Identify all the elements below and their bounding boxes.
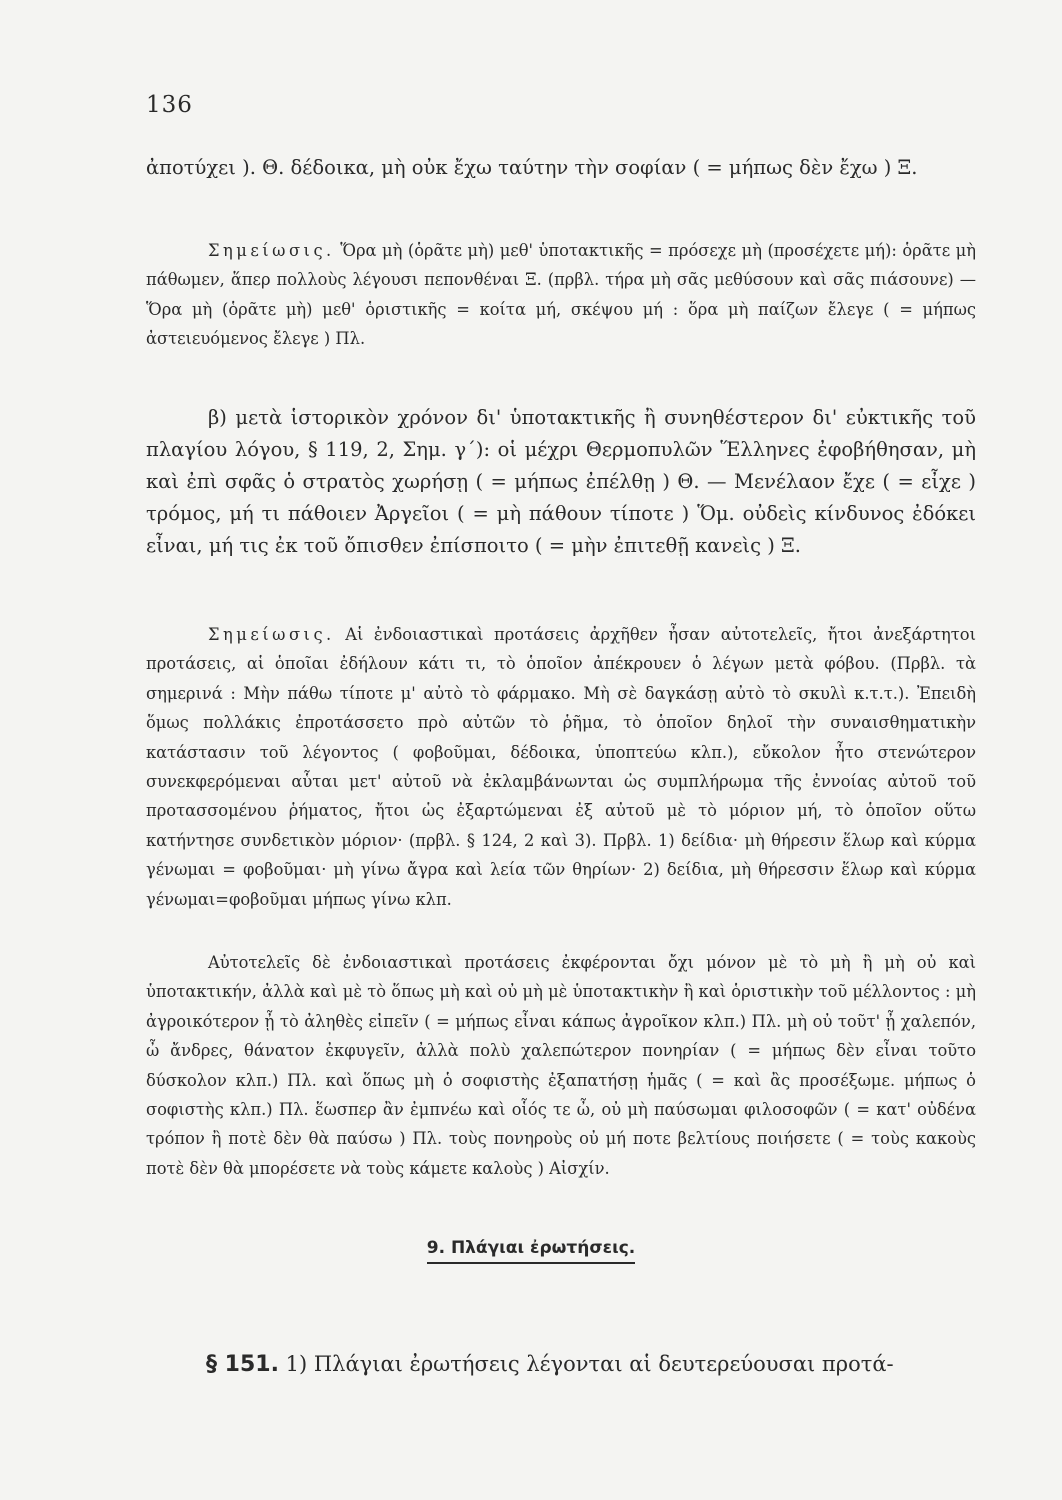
paragraph-b xyxy=(146,402,976,562)
section-heading-text: 9. Πλάγιαι ἐρωτήσεις. xyxy=(427,1238,636,1264)
note-1 xyxy=(146,236,976,354)
note-2-text: Αἱ ἐνδοιαστικαὶ προτάσεις ἀρχῆθεν ἦσαν αὐτοτελεῖς, ἤτοι ἀνεξάρτητοι προτάσεις, αἱ ὁποῖαι ἐδήλουν κάτι τι, τὸ ὁποῖον ἀπέκρουεν ὁ λέγων μετὰ φόβου. (Πρβλ. τὰ σημερινά : Μὴν πάθω τίποτε μ' αὐτὸ τὸ φάρμακο. Μὴ σὲ δαγκάσῃ αὐτὸ τὸ σκυλὶ κ.τ.τ.). Ἐπειδὴ ὅμως πολλάκις ἐπροτάσσετο πρὸ αὐτῶν τὸ ῥῆμα, τὸ ὁποῖον δηλοῖ τὴν συναισθηματικὴν κατάστασιν τοῦ λέγοντος ( φοβοῦμαι, δέδοικα, ὑποπτεύω κλπ.), εὔκολον ἦτο στενώτερον συνεκφερόμεναι αὗται μετ' αὐτοῦ νὰ ἐκλαμβάνωνται ὡς συμπλήρωμα τῆς ἐννοίας αὐτοῦ τοῦ προτασσομένου ῥήματος, ἤτοι ὡς ἐξαρτώμεναι ἐξ αὐτοῦ μὲ τὸ μόριον μή, τὸ ὁποῖον οὕτω κατήντησε συνδετικὸν μόριον· (πρβλ. § 124, 2 καὶ 3). Πρβλ. 1) δείδια· μὴ θήρεσιν ἕλωρ καὶ κύρμα γένωμαι = φοβοῦμαι· μὴ γίνω ἄγρα καὶ λεία τῶν θηρίων· 2) δείδια, μὴ θήρεσσιν ἕλωρ καὶ κύρμα γένωμαι=φοβοῦμαι μήπως γίνω κλπ. xyxy=(146,625,976,909)
note-2-label: Σημείωσις. xyxy=(208,625,335,644)
section-151 xyxy=(206,1348,986,1381)
note-2 xyxy=(146,620,976,914)
section-heading xyxy=(0,1238,1062,1258)
note-1-label: Σημείωσις. xyxy=(208,241,335,260)
note-1-text: Ὅρα μὴ (ὁρᾶτε μὴ) μεθ' ὑποτακτικῆς = πρόσεχε μὴ (προσέχετε μή): ὁρᾶτε μὴ πάθωμεν, ἅπερ πολλοὺς λέγουσι πεπονθέναι Ξ. (πρβλ. τήρα μὴ σᾶς μεθύσουν καὶ σᾶς πιάσουνε) — Ὅρα μὴ (ὁρᾶτε μὴ) μεθ' ὁριστικῆς = κοίτα μή, σκέψου μή : ὅρα μὴ παίζων ἔλεγε ( = μήπως ἀστειευόμενος ἔλεγε ) Πλ. xyxy=(146,241,976,349)
paragraph-b-text: μετὰ ἱστορικὸν χρόνον δι' ὑποτακτικῆς ἢ συνηθέστερον δι' εὐκτικῆς τοῦ πλαγίου λόγου, § 119, 2, Σημ. γ΄): οἱ μέχρι Θερμοπυλῶν Ἕλληνες ἐφοβήθησαν, μὴ καὶ ἐπὶ σφᾶς ὁ στρατὸς χωρήσῃ ( = μήπως ἐπέλθῃ ) Θ. — Μενέλαον ἔχε ( = εἶχε ) τρόμος, μή τι πάθοιεν Ἀργεῖοι ( = μὴ πάθουν τίποτε ) Ὅμ. οὐδεὶς κίνδυνος ἐδόκει εἶναι, μή τις ἐκ τοῦ ὄπισθεν ἐπίσποιτο ( = μὴν ἐπιτεθῇ κανεὶς ) Ξ. xyxy=(146,406,977,557)
page-number: 136 xyxy=(146,92,193,118)
paragraph-continuation: ἀποτύχει ). Θ. δέδοικα, μὴ οὐκ ἔχω ταύτην τὴν σοφίαν ( = μήπως δὲν ἔχω ) Ξ. xyxy=(146,156,918,179)
paragraph-b-label: β) xyxy=(208,406,227,429)
paragraph-independent-clauses: Αὐτοτελεῖς δὲ ἐνδοιαστικαὶ προτάσεις ἐκφέρονται ὄχι μόνον μὲ τὸ μὴ ἢ μὴ οὐ καὶ ὑποτακτικήν, ἀλλὰ καὶ μὲ τὸ ὅπως μὴ καὶ οὐ μὴ μὲ ὑποτακτικὴν ἢ καὶ ὁριστικὴν τοῦ μέλλοντος : μὴ ἀγροικότερον ᾖ τὸ ἀληθὲς εἰπεῖν ( = μήπως εἶναι κάπως ἀγροῖκον κλπ.) Πλ. μὴ οὐ τοῦτ' ᾖ χαλεπόν, ὦ ἄνδρες, θάνατον ἐκφυγεῖν, ἀλλὰ πολὺ χαλεπώτερον πονηρίαν ( = μήπως δὲν εἶναι τοῦτο δύσκολον κλπ.) Πλ. καὶ ὅπως μὴ ὁ σοφιστὴς ἐξαπατήσῃ ἡμᾶς ( = καὶ ἂς προσέξωμε. μήπως ὁ σοφιστὴς κλπ.) Πλ. ἕωσπερ ἂν ἐμπνέω καὶ οἷός τε ὦ, οὐ μὴ παύσωμαι φιλοσοφῶν ( = κατ' οὐδένα τρόπον ἢ ποτὲ δὲν θὰ παύσω ) Πλ. τοὺς πονηροὺς οὐ μή ποτε βελτίους ποιήσετε ( = τοὺς κακοὺς ποτὲ δὲν θὰ μπορέσετε νὰ τοὺς κάμετε καλοὺς ) Αἰσχίν. xyxy=(146,953,976,1178)
section-151-number: § 151. xyxy=(206,1352,279,1377)
section-151-text: 1) Πλάγιαι ἐρωτήσεις λέγονται αἱ δευτερεύουσαι προτά- xyxy=(285,1352,894,1376)
